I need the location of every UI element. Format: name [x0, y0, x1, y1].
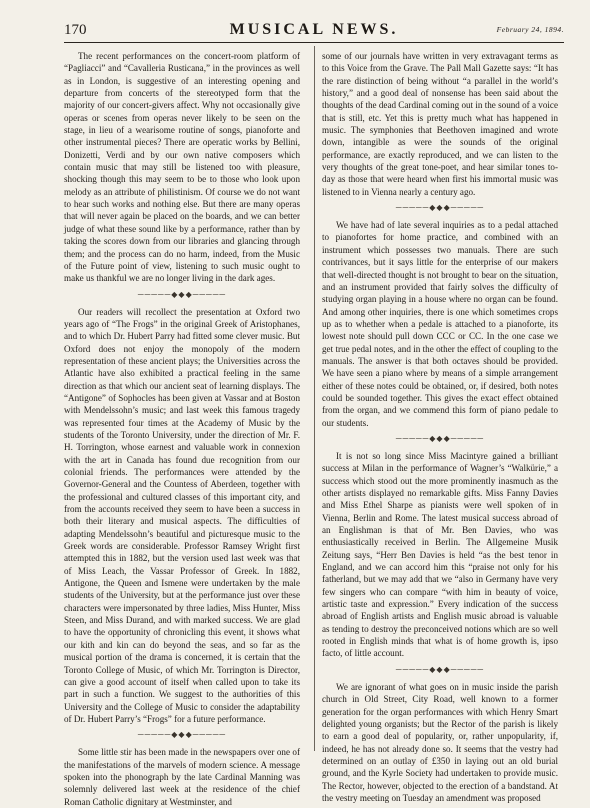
- article-paragraph: Our readers will recollect the presentation at Oxford two years ago of “The Frogs” in the original Greek of Aristophanes, and to which Dr. Hubert Parry had fitted some clever music. But Oxford does not enjoy the monopoly of the modern representation of these ancient plays; the Universities across the Atlantic have also exhibited a practical feeling in the same direction as that which our ancient seat of learning displays. The “Antigone” of Sophocles has been given at Vassar and at Boston with Mendelssohn’s music; and last week this famous tragedy was represented four times at the Academy of Music by the students of the Toronto University, under the direction of Mr. F. H. Torrington, whose earnest and valuable work in connexion with the art in Canada has found due recognition from our colonial friends. The performances were attended by the Governor-General and the Countess of Aberdeen, together with the professional and cultured classes of this important city, and from the accounts received they seem to have been a success in both their literary and musical aspects. The difficulties of adapting Mendelssohn’s beautiful and picturesque music to the Greek words are considerable. Professor Ramsey Wright first attempted this in 1882, but the version used last week was that of Miss Leach, the Vassar Professor of Greek. In 1882, Antigone, the Queen and Ismene were undertaken by the male students of the University, but at the performance just over these characters were impersonated by three ladies, Miss Hunter, Miss Steen, and Miss Durand, and with marked success. We are glad to have the opportunity of chronicling this event, it shows what our kith and kin can do beyond the seas, and so far as the musical portion of the drama is concerned, it is certain that the Toronto College of Music, of which Mr. Torrington is Director, can give a good account of itself when called upon to take its part in such a function. We suggest to the authorities of this University and the College of Music to consider the adaptability of Dr. Hubert Parry’s “Frogs” for a future performance.: [64, 306, 300, 724]
- section-ornament: ─────◆◆◆─────: [395, 203, 485, 213]
- header-rule: [64, 42, 564, 43]
- article-paragraph: We are ignorant of what goes on in music inside the parish church in Old Street, City Road, well known to a former generation for the organ performances with which Henry Smart delighted young organists; but the Rector of the parish is likely to earn a good deal of popularity, or, rather unpopularity, if, indeed, he has not already done so. It seems that the vestry had determined on an outlay of £350 in laying out an old burial ground, and the Kyrle Society had undertaken to provide music. The Rector, however, objected to the erection of a bandstand. At the vestry meeting on Tuesday an amendment was proposed: [322, 681, 558, 803]
- section-ornament: ─────◆◆◆─────: [137, 289, 227, 299]
- section-ornament: ─────◆◆◆─────: [395, 433, 485, 443]
- page-header: [64, 18, 564, 40]
- article-paragraph: We have had of late several inquiries as to a pedal attached to pianofortes for home practice, and combined with an instrument which possesses two manuals. There are such contrivances, but it says little for the enterprise of our makers that well-directed thought is not brought to bear on the situation, and an instrument provided that fairly solves the difficulty of studying organ playing in a house where no organ can be found. And among other inquiries, there is one which sometimes crops up as to whether when a pedale is attached to a pianoforte, its lowest note should pull down CCC or CC. In the one case we get true pedal notes, and in the other the effect of coupling to the manuals. The answer is that both octaves should be provided. We have seen a piano where by means of a simple arrangement either of these notes could be obtained, or, if desired, both notes could be sounded together. This gives the exact effect obtained from the organ, and we commend this form of piano pedale to our students.: [322, 220, 558, 428]
- page-number: 170: [64, 22, 87, 38]
- left-column: [64, 50, 300, 807]
- column-divider: [314, 46, 315, 751]
- article-paragraph: some of our journals have written in very extravagant terms as to this Voice from the Grave. The Pall Mall Gazette says: “It has the rare distinction of being without “a parallel in the world’s history,” and a good deal of nonsense has been said about the thoughts of the dead Cardinal coming out in the sound of a voice that is still, etc. Yet this is pretty much what has happened in music. The symphonies that Beethoven imagined and wrote down, intangible as were the sounds of the original performance, are exactly reproduced, and we can listen to the very thoughts of the great tone-poet, and hear similar tones to-day as those that were heard when first his immortal music was listened to in Vienna nearly a century ago.: [322, 51, 558, 197]
- article-paragraph: The recent performances on the concert-room platform of “Pagliacci” and “Cavalleria Rusticana,” in the provinces as well as in London, is suggestive of an interesting opening and departure from concerts of the stereotyped form that the majority of our concert-givers affect. Why not occasionally give operas or scenes from operas never likely to be seen on the stage, in lieu of a wearisome routine of songs, pianoforte and other instrumental pieces? There are operatic works by Bellini, Donizetti, Verdi and by our own native composers which contain music that may still be listened too with pleasure, shocking though this may seem to be to those who look upon melody as an attribute of philistinism. Of course we do not want to hear such works and nothing else. But there are many operas that will never again be placed on the boards, and we can better judge of what these sound like by a performance, rather than by taking the scores down from our libraries and glancing through them; and the process can do no harm, indeed, from the Music of the Future point of view, listening to such music ought to make us thankful we are no longer living in the dark ages.: [64, 51, 300, 284]
- right-column: [322, 50, 558, 803]
- article-paragraph: Some little stir has been made in the newspapers over one of the manifestations of the marvels of modern science. A message spoken into the phonograph by the late Cardinal Manning was solemnly delivered last week at the residence of the chief Roman Catholic dignitary at Westminster, and: [64, 747, 300, 807]
- article-paragraph: It is not so long since Miss Macintyre gained a brilliant success at Milan in the performance of Wagner’s “Walkürie,” a success which stood out the more prominently inasmuch as the other artists displayed no remarkable gifts. Miss Fanny Davies and Miss Ethel Sharpe as pianists were well spoken of in Vienna, Berlin and Rome. The latest musical success abroad of an Englishman is that of Mr. Ben Davies, who was enthusiastically received in Berlin. The Allgemeine Musik Zeitung says, “Herr Ben Davies is held “as the best tenor in England, and we can accord him this “praise not only for his fatherland, but we may add that we “also in Germany have very few singers who can compare “with him in beauty of voice, artistic taste and expression.” Every indication of the success abroad of English artists and English music abroad is valuable as tending to destroy the preconceived notions which are so well rooted in English minds that what is of home growth is, ipso facto, of little account.: [322, 450, 558, 659]
- section-ornament: ─────◆◆◆─────: [395, 664, 485, 674]
- issue-date: February 24, 1894.: [496, 25, 564, 34]
- publication-title: MUSICAL NEWS.: [229, 21, 399, 38]
- section-ornament: ─────◆◆◆─────: [137, 730, 227, 740]
